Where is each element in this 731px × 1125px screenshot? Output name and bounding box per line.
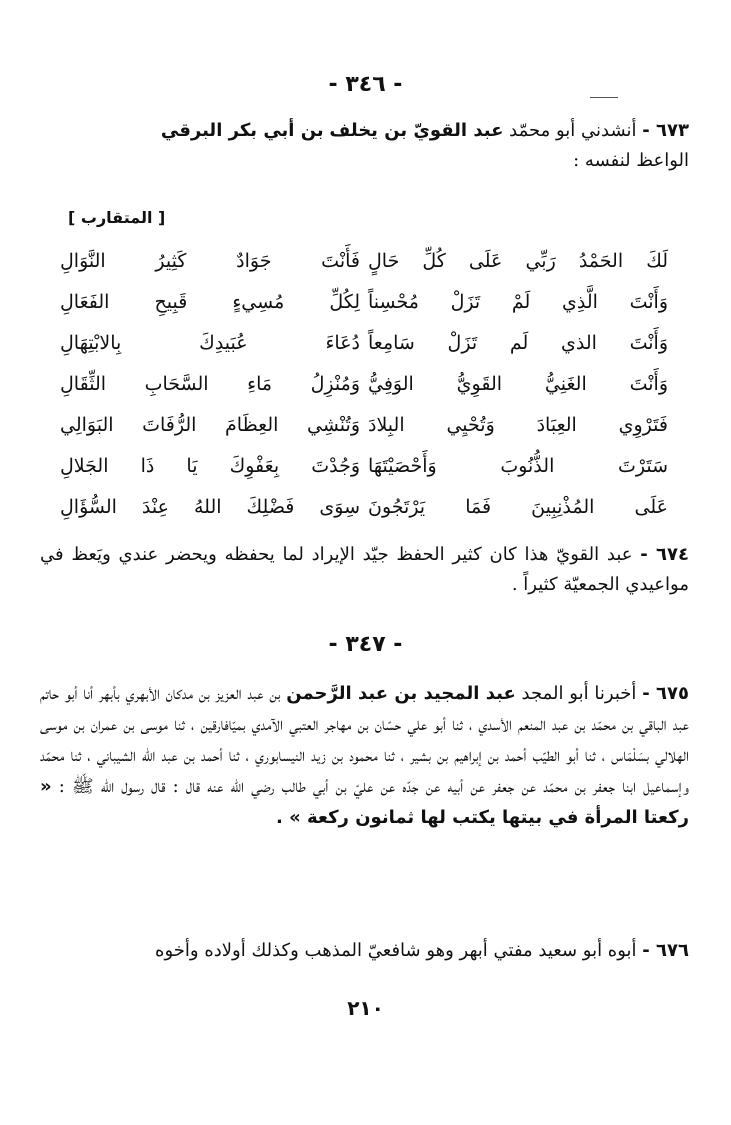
- entry-676: [40, 936, 689, 966]
- person-name: عبد القويّ بن يخلف: [329, 120, 504, 141]
- verse-second-hemistich: وَمُنْزِلُ مَاءِ السَّحَابِ الثِّقَالِ: [60, 372, 360, 395]
- entry-intro: أنشدني أبو محمّد: [509, 120, 637, 141]
- entry-intro: أخبرنا أبو المجد: [521, 683, 637, 704]
- verse-first-hemistich: عَلَى المُذْنِبِينَ فَمَا يَرْتَجُونَ: [368, 495, 668, 518]
- poem-verse: [60, 240, 668, 281]
- verse-first-hemistich: وَأَنْتَ الذي لَم تَزَلْ سَامِعاً: [368, 331, 668, 354]
- poem-meter-label: [ المتقارب ]: [68, 208, 166, 227]
- entry-text: بن عبد العزيز بن مدكان الأبهري بأبهر أنا أبو حاتم عبد الباقي بن محمّد بن عبد المنعم الأسدي ، ثنا أبو علي حسّان بن مهاجر العتبي الآمدي بميّافارقين ، ثنا موسى بن عمران بن موسى الهلالي بسَلْمَاس ، ثنا أبو الطيّب أحمد بن إبراهيم بن بشير ، ثنا محمود بن زيد النيسابوري ، ثنا أحمد بن عبد الله الشيباني ، ثنا محمّد وإسماعيل ابنا جعفر بن محمّد عن جعفر عن أبيه عن جدّه عن عليّ بن أبي طالب رضي الله عنه قال : قال رسول الله ﷺ :: [40, 683, 689, 797]
- verse-first-hemistich: وَأَنْتَ الغَنِيُّ القَوِيُّ الوَفِيُّ: [368, 372, 668, 395]
- entry-673: [28, 116, 689, 176]
- poem-verse: [60, 281, 668, 322]
- poem-verse: [60, 322, 668, 363]
- poem-verse: [60, 486, 668, 527]
- verse-second-hemistich: لِكُلِّ مُسِيءٍ قَبِيحِ الفَعَالِ: [60, 290, 360, 313]
- hadith-quote: « ركعتا المرأة في بيتها يكتب لها ثمانون ركعة » .: [40, 776, 689, 828]
- entry-number: ٦٧٥ -: [642, 683, 689, 704]
- folio-number: ٢١٠: [347, 996, 384, 1020]
- entry-continuation: الواعظ لنفسه :: [573, 150, 689, 171]
- decorative-rule: [590, 97, 618, 98]
- entry-text: أبوه أبو سعيد مفتي أبهر وهو شافعيّ المذهب وكذلك أولاده وأخوه: [155, 940, 637, 961]
- poem: [60, 240, 668, 527]
- verse-second-hemistich: دُعَاءَ عُبَيدِكَ بِالابْتِهَالِ: [60, 331, 360, 354]
- entry-675: [40, 678, 689, 833]
- verse-second-hemistich: سِوَى فَضْلِكَ اللهُ عِنْدَ السُّؤَالِ: [60, 495, 360, 518]
- person-lineage: بن أبي بكر البرقي: [160, 120, 324, 141]
- verse-first-hemistich: فَتَرْوِي العِبَادَ وَتُحْيِي البِلادَ: [368, 413, 668, 436]
- entry-text: عبد القويّ هذا كان كثير الحفظ جيّد الإيراد لما يحفظه ويحضر عندي ويَعظ في مواعيدي الجمعيّة كثيراً .: [40, 544, 689, 595]
- verse-first-hemistich: سَتَرْتَ الذُّنُوبَ وَأَحْصَيْتَهَا: [368, 454, 668, 477]
- entry-number: ٦٧٦ -: [642, 940, 689, 961]
- person-name: عبد المجيد بن عبد الرَّحمن: [286, 683, 516, 704]
- verse-first-hemistich: لَكَ الحَمْدُ رَبِّي عَلَى كُلِّ حَالٍ: [368, 249, 668, 272]
- verse-second-hemistich: وَتُنْشِي العِظَامَ الرُّفَاتَ البَوَالِي: [60, 413, 360, 436]
- poem-verse: [60, 363, 668, 404]
- entry-number: ٦٧٣ -: [642, 120, 689, 141]
- page-number-heading: - ٣٤٧ -: [328, 632, 403, 657]
- verse-first-hemistich: وَأَنْتَ الَّذِي لَمْ تَزَلْ مُحْسِناً: [368, 290, 668, 313]
- verse-second-hemistich: فَأَنْتَ جَوَادٌ كَثِيرُ النَّوَالِ: [60, 249, 360, 272]
- poem-verse: [60, 445, 668, 486]
- entry-674: [40, 540, 689, 600]
- verse-second-hemistich: وَجُدْتَ بِعَفْوِكَ يَا ذَا الجَلالِ: [60, 454, 360, 477]
- page-number-heading: - ٣٤٦ -: [328, 72, 403, 97]
- poem-verse: [60, 404, 668, 445]
- entry-number: ٦٧٤ -: [640, 544, 689, 565]
